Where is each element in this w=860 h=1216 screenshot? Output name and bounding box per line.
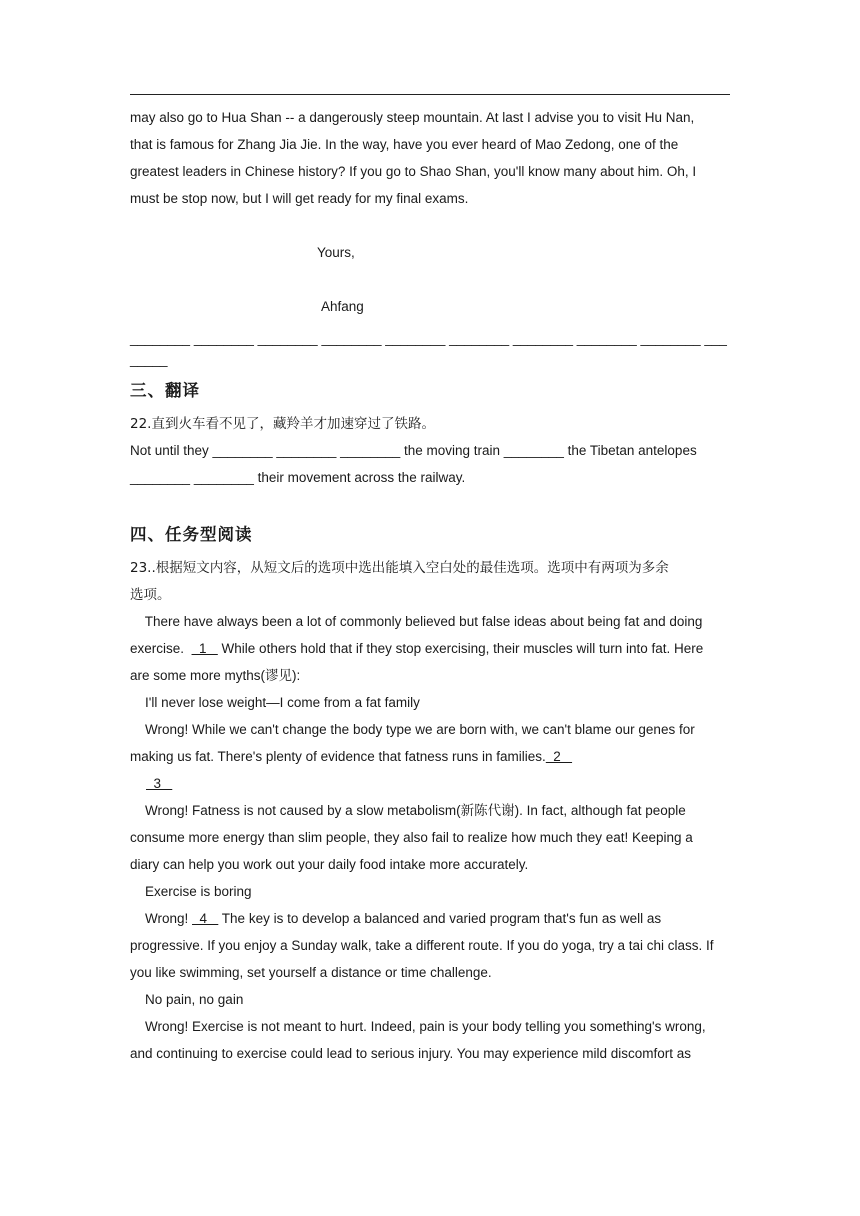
blank-2[interactable]: 2 [545,749,573,764]
letter-line-4: must be stop now, but I will get ready for my final exams. [130,191,469,206]
myth-1: I'll never lose weight—I come from a fat family [130,695,420,710]
para-2-line-1: Wrong! While we can't change the body type we are born with, we can't blame our genes for [130,722,695,737]
para-5-line-2: and continuing to exercise could lead to serious injury. You may experience mild discomfort as [130,1046,692,1061]
blank-1[interactable]: 1 [191,641,218,656]
para-3-line-1: Wrong! Fatness is not caused by a slow metabolism(新陈代谢). In fact, although fat people [130,803,686,818]
para-3-line-3: diary can help you work out your daily food intake more accurately. [130,857,529,872]
para-4-line-1 [130,909,661,929]
para-4-line-3: you like swimming, set yourself a distance or time challenge. [130,965,492,980]
para-3-line-2: consume more energy than slim people, they also fail to realize how much they eat! Keeping a [130,830,693,845]
myth-3: Exercise is boring [130,884,252,899]
letter-signature: Ahfang [321,299,364,314]
letter-line-3: greatest leaders in Chinese history? If you go to Shao Shan, you'll know many about him. Oh, I [130,164,697,179]
q23-instructions-line-1: 23..根据短文内容，从短文后的选项中选出能填入空白处的最佳选项。选项中有两项为多余 [130,560,669,576]
q22-chinese: 22.直到火车看不见了，藏羚羊才加速穿过了铁路。 [130,416,435,432]
q22-english-line-2: ________ ________ their movement across the railway. [130,470,466,485]
answer-blanks-line-2[interactable]: _____ [130,352,168,367]
para-2-line-2 [130,747,572,767]
para-4-line-1-end: The key is to develop a balanced and varied program that's fun as well as [218,911,662,926]
section-4-heading: 四、任务型阅读 [130,525,253,544]
para-1-line-1: There have always been a lot of commonly believed but false ideas about being fat and doing [130,614,703,629]
letter-closing: Yours, [317,245,355,260]
header-rule [130,94,730,95]
letter-line-1: may also go to Hua Shan -- a dangerously steep mountain. At last I advise you to visit Hu Nan, [130,110,695,125]
para-5-line-1: Wrong! Exercise is not meant to hurt. Indeed, pain is your body telling you something's wrong, [130,1019,706,1034]
q22-english-line-1: Not until they ________ ________ ________ the moving train ________ the Tibetan antelopes [130,443,697,458]
para-4-line-2: progressive. If you enjoy a Sunday walk, take a different route. If you do yoga, try a tai chi class. If [130,938,714,953]
para-1-line-2 [130,639,703,659]
section-3-heading: 三、翻译 [130,381,200,400]
q23-instructions-line-2: 选项。 [130,587,171,603]
para-2-line-2-text: making us fat. There's plenty of evidence that fatness runs in families. [130,749,546,764]
blank-3[interactable]: 3 [146,776,173,791]
para-1-line-3: are some more myths(谬见): [130,668,301,683]
answer-blanks-line-1[interactable]: ________ ________ ________ ________ ________ ________ ________ ________ ________ ___ [130,331,727,346]
para-1-line-2-start: exercise. [130,641,192,656]
letter-line-2: that is famous for Zhang Jia Jie. In the way, have you ever heard of Mao Zedong, one of the [130,137,679,152]
para-4-line-1-start: Wrong! [130,911,193,926]
blank-4[interactable]: 4 [192,911,219,926]
myth-4: No pain, no gain [130,992,244,1007]
para-1-line-2-end: While others hold that if they stop exercising, their muscles will turn into fat. Here [217,641,704,656]
